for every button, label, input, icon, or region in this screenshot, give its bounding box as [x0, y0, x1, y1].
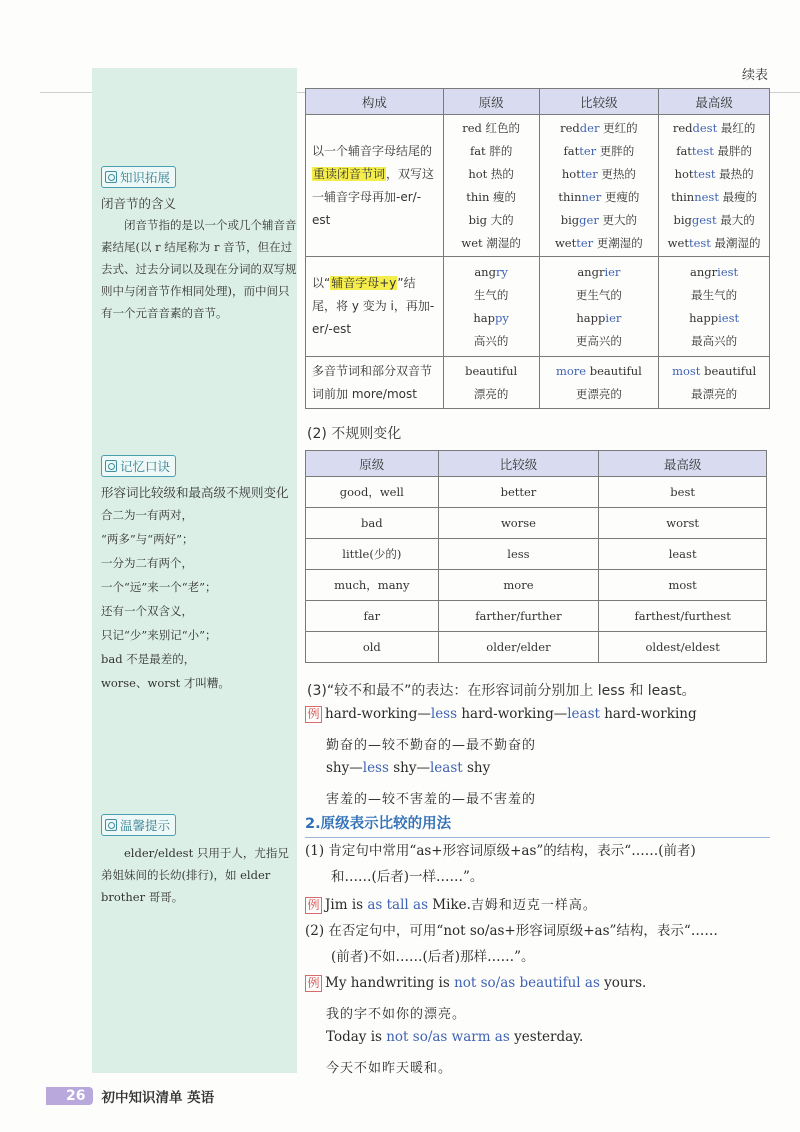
tag-tip: 温馨提示 — [101, 814, 176, 836]
example-line: 例 Jim is as tall as Mike.吉姆和迈克一样高。 — [305, 894, 597, 914]
mnemonic-line: “两多”与“两好”； — [101, 532, 194, 546]
rule-cell: 多音节词和部分双音节词前加 more/most — [306, 357, 444, 409]
superlative-cell: reddest 最红的 fattest 最胖的 hottest 最热的 thinnest 最瘦的 biggest 最大的 wettest 最潮湿的 — [659, 115, 770, 257]
table-row — [306, 257, 770, 357]
sidebar-box-text: elder/eldest 只用于人，尤指兄弟姐妹间的长幼(排行)，如 elder brother 哥哥。 — [101, 846, 289, 904]
table-header: 原级 — [306, 451, 439, 477]
section-title: 2.原级表示比较的用法 — [305, 816, 452, 832]
example-icon: 例 — [305, 706, 322, 723]
example-line: Today is not so/as warm as yesterday. — [326, 1029, 584, 1045]
mnemonic-line: 一分为二有两个， — [101, 556, 193, 570]
continued-label: 续表 — [742, 68, 769, 83]
irregular-forms-table — [305, 450, 767, 663]
table-row: old older/elder oldest/eldest — [306, 632, 767, 663]
table-header-row — [306, 89, 770, 115]
mnemonic-line: worse、worst 才叫糟。 — [101, 676, 230, 690]
rule-paragraph: (2) 在否定句中，可用“not so/as+形容词原级+as”结构，表示“…… (前者)不如……(后者)那样……”。 — [305, 923, 718, 965]
positive-cell: red 红色的 fat 胖的 hot 热的 thin 瘦的 big 大的 wet 潮湿的 — [443, 115, 539, 257]
table-header: 比较级 — [438, 451, 599, 477]
superlative-cell: angriest 最生气的 happiest 最高兴的 — [659, 257, 770, 357]
table-row — [306, 115, 770, 257]
table-row: bad worse worst — [306, 508, 767, 539]
mnemonic-line: 合二为一有两对， — [101, 508, 193, 522]
highlight: 辅音字母+y — [331, 276, 397, 290]
mnemonic-line: 还有一个双含义， — [101, 604, 193, 618]
table-header: 构成 — [306, 89, 444, 115]
positive-cell: beautiful 漂亮的 — [443, 357, 539, 409]
sidebar-box-text: 闭音节指的是以一个或几个辅音音素结尾(以 r 结尾称为 r 音节，但在过去式、过去分词以及现在分词的双写规则中与闭音节作相同处理)，而中间只有一个元音音素的音节。 — [101, 218, 297, 320]
example-translation: 我的字不如你的漂亮。 — [326, 1007, 467, 1022]
example-line: 例 hard-working—less hard-working—least hard-working — [305, 706, 697, 723]
example-icon: 例 — [305, 897, 322, 914]
table-header: 最高级 — [599, 451, 767, 477]
book-title: 初中知识清单 英语 — [101, 1090, 215, 1106]
comparative-cell: more beautiful 更漂亮的 — [539, 357, 659, 409]
positive-cell: angry 生气的 happy 高兴的 — [443, 257, 539, 357]
example-translation: 今天不如昨天暖和。 — [326, 1061, 453, 1076]
page-footer — [46, 1085, 214, 1107]
example-line: 例 My handwriting is not so/as beautiful as yours. — [305, 975, 646, 992]
superlative-cell: most beautiful 最漂亮的 — [659, 357, 770, 409]
example-translation: 害羞的—较不害羞的—最不害羞的 — [326, 792, 537, 807]
mnemonic-line: bad 不是最差的， — [101, 652, 196, 666]
page-number: 26 — [46, 1087, 93, 1105]
sidebar-box-title: 闭音节的含义 — [101, 196, 177, 211]
comparative-cell: angrier 更生气的 happier 更高兴的 — [539, 257, 659, 357]
sidebar-box-tip — [101, 814, 297, 908]
table-header: 比较级 — [539, 89, 659, 115]
table-row: far farther/further farthest/furthest — [306, 601, 767, 632]
subsection-heading: (3)“较不和最不”的表达：在形容词前分别加上 less 和 least。 — [307, 683, 696, 699]
subsection-heading: (2) 不规则变化 — [307, 426, 402, 442]
sidebar-box-mnemonic — [101, 455, 297, 695]
rule-paragraph: (1) 肯定句中常用“as+形容词原级+as”的结构，表示“……(前者) 和……(后者)一样……”。 — [305, 843, 696, 885]
table-row: much，many more most — [306, 570, 767, 601]
rule-cell: 以一个辅音字母结尾的重读闭音节词，双写这一辅音字母再加-er/-est — [306, 115, 444, 257]
example-translation: 勤奋的—较不勤奋的—最不勤奋的 — [326, 738, 537, 753]
table-row: good，well better best — [306, 477, 767, 508]
regular-forms-table — [305, 88, 770, 409]
sidebar-box-title: 形容词比较级和最高级不规则变化 — [101, 485, 289, 500]
example-icon: 例 — [305, 975, 322, 992]
tag-icon — [105, 819, 117, 831]
example-line: shy—less shy—least shy — [326, 760, 491, 776]
table-row: little(少的) less least — [306, 539, 767, 570]
tag-knowledge-extension: 知识拓展 — [101, 166, 176, 188]
rule-cell: 以“辅音字母+y”结尾，将 y 变为 i，再加-er/-est — [306, 257, 444, 357]
table-header: 最高级 — [659, 89, 770, 115]
mnemonic-line: 只记“少”来别记“小”； — [101, 628, 217, 642]
table-header: 原级 — [443, 89, 539, 115]
mnemonic-line: 一个“远”来一个“老”； — [101, 580, 217, 594]
table-row — [306, 357, 770, 409]
highlight: 重读闭音节词 — [313, 166, 386, 181]
tag-icon — [105, 460, 117, 472]
comparative-cell: redder 更红的 fatter 更胖的 hotter 更热的 thinner 更瘦的 bigger 更大的 wetter 更潮湿的 — [539, 115, 659, 257]
table-header-row — [306, 451, 767, 477]
sidebar-box-knowledge — [101, 166, 297, 324]
tag-mnemonic: 记忆口诀 — [101, 455, 176, 477]
tag-icon — [105, 171, 117, 183]
